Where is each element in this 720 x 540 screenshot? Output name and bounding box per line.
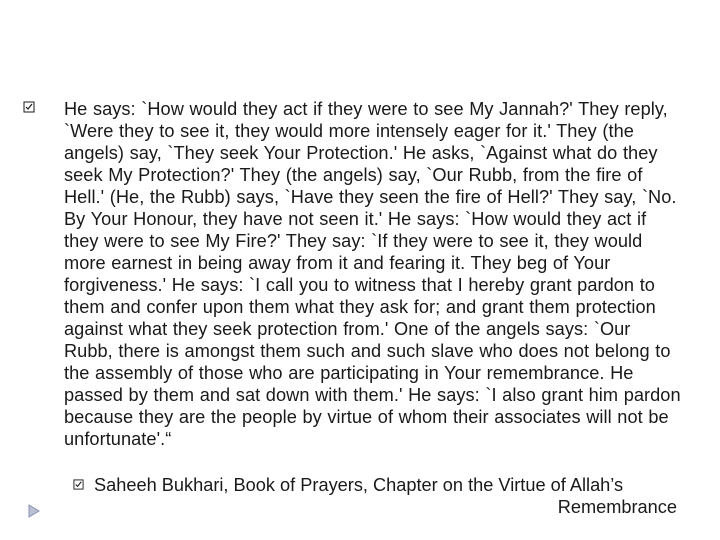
source-citation — [94, 474, 677, 518]
checkbox-bullet-icon — [23, 101, 35, 113]
checkbox-sub-bullet-icon — [73, 479, 84, 490]
source-line-2: Remembrance — [557, 497, 677, 517]
source-line-1: Saheeh Bukhari, Book of Prayers, Chapter on the Virtue of Allah’s — [94, 475, 624, 495]
triangle-nav-icon[interactable] — [27, 504, 41, 518]
quote-body-text: He says: `How would they act if they were to see My Jannah?' They reply, `Were they to see it, they would more intensely eager for it.' They (the angels) say, `They seek Your Protection.' He asks, `Against what do they seek My Protection?' They (the angels) say, `Our Rubb, from the fire of Hell.' (He, the Rubb) says, `Have they seen the fire of Hell?' They say, `No. By Your Honour, they have not seen it.' He says: `How would they act if they were to see My Fire?' They say: `If they were to see it, they would more earnest in being away from it and fearing it. They beg of Your forgiveness.' He says: `I call you to witness that I hereby grant pardon to them and confer upon them what they ask for; and grant them protection against what they seek protection from.' One of the angels says: `Our Rubb, there is amongst them such and such slave who does not belong to the assembly of those who are participating in Your remembrance. He passed by them and sat down with them.' He says: `I also grant him pardon because they are the people by virtue of whom their associates will not be unfortunate'.“ — [64, 99, 681, 449]
